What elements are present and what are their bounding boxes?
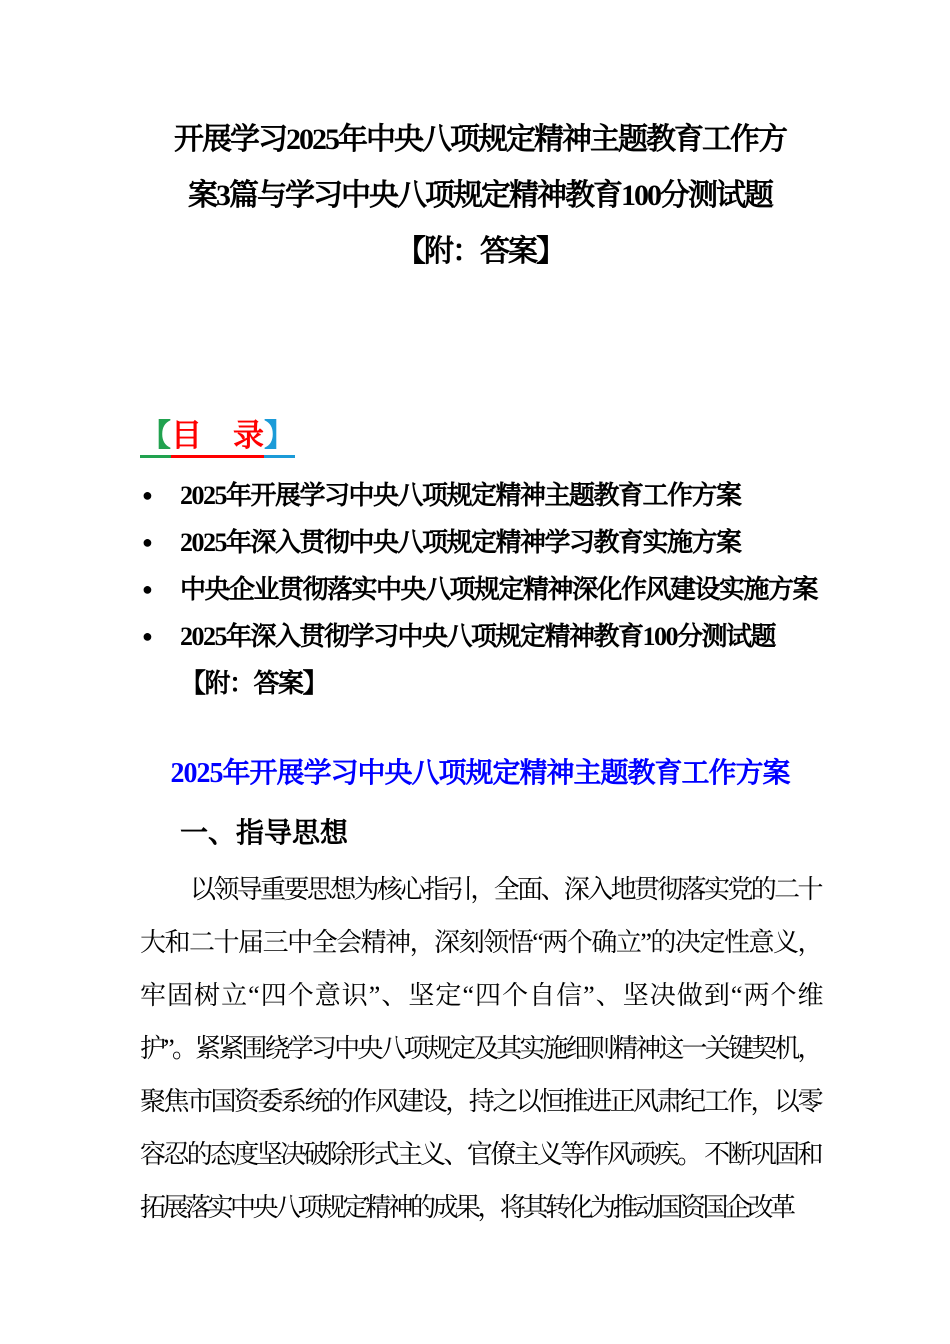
paragraph-line-3: 牢固树立“四个意识”、坚定“四个自信”、坚决做到“两个维 [140,981,820,1010]
body-paragraph [140,863,820,1234]
paragraph-line-6: 容忍的态度坚决破除形式主义、官僚主义等作风顽疾。 不断巩固和 [140,1140,820,1169]
toc-item-3 [140,566,820,613]
bullet-icon: ● [142,532,153,552]
toc-right-bracket: 】 [264,418,295,458]
toc-list [140,472,820,707]
toc-item-label: 2025年开展学习中央八项规定精神主题教育工作方案 [180,481,741,510]
toc-left-bracket: 【 [140,418,171,458]
paragraph-line-1: 以领导重要思想为核心指引，全面、深入地贯彻落实党的二十 [190,875,820,904]
paragraph-line-4: 护”。紧紧围绕学习中央八项规定及其实施细则精神这一关键契机， [140,1034,820,1063]
document-title [140,0,820,280]
toc-item-2 [140,519,820,566]
toc-item-4 [140,613,820,707]
toc-item-label: 2025年深入贯彻中央八项规定精神学习教育实施方案 [180,528,741,557]
title-line-3: 【附：答案】 [396,235,564,268]
toc-marker [140,418,820,458]
bullet-icon: ● [142,485,153,505]
paragraph-line-2: 大和二十届三中全会精神，深刻领悟“两个确立”的决定性意义， [140,928,820,957]
bullet-icon: ● [142,579,153,599]
toc-item-label: 2025年深入贯彻学习中央八项规定精神教育100分测试题【附：答案】 [180,622,776,698]
title-line-1: 开展学习2025年中央八项规定精神主题教育工作方 [174,123,786,156]
paragraph-line-5: 聚焦市国资委系统的作风建设，持之以恒推进正风肃纪工作，以零 [140,1087,820,1116]
sub-document-heading: 2025年开展学习中央八项规定精神主题教育工作方案 [170,758,790,789]
paragraph-line-7: 拓展落实中央八项规定精神的成果，将其转化为推动国资国企改革 [140,1193,793,1222]
title-line-2: 案3篇与学习中央八项规定精神教育100分测试题 [188,179,772,212]
toc-item-1 [140,472,820,519]
bullet-icon: ● [142,626,153,646]
toc-label: 目 录 [171,418,264,458]
toc-item-label: 中央企业贯彻落实中央八项规定精神深化作风建设实施方案 [180,575,818,604]
section-heading: 一、指导思想 [180,818,349,849]
